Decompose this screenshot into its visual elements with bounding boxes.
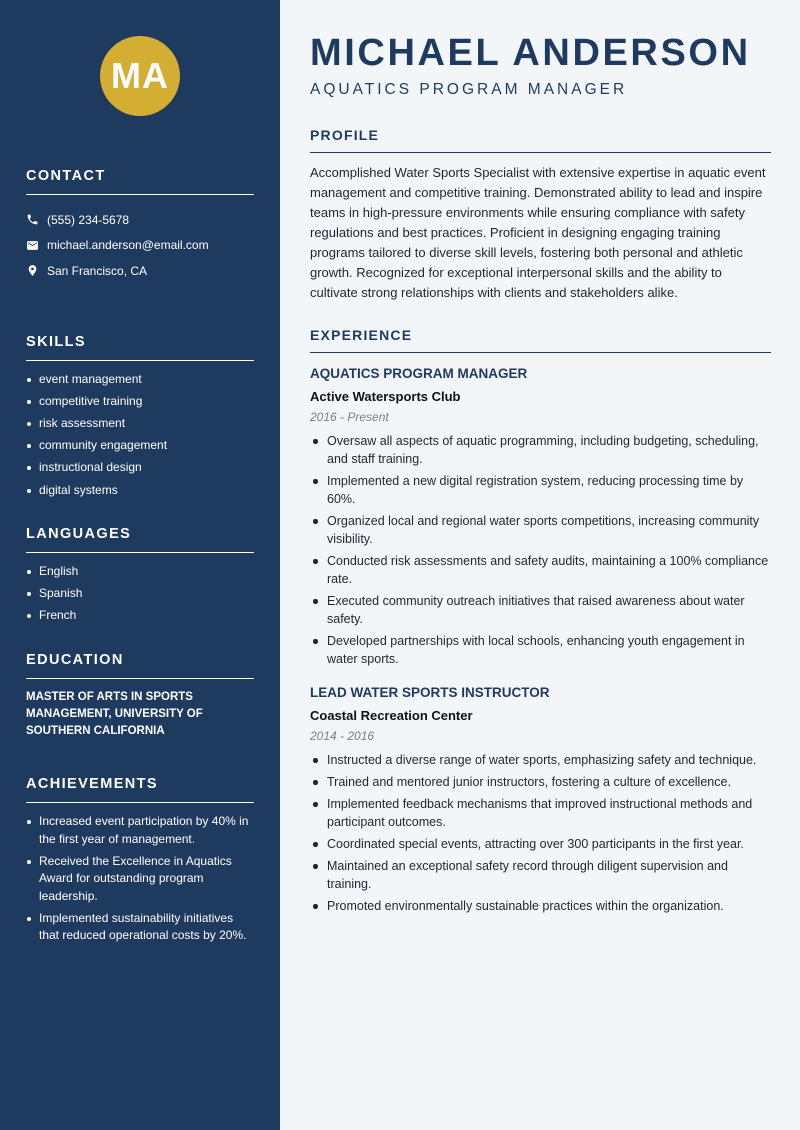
skill-item: competitive training [26, 393, 254, 410]
achievements-heading: ACHIEVEMENTS [26, 776, 254, 803]
contact-location [26, 258, 254, 284]
contact-phone [26, 207, 254, 233]
achievements-section [26, 776, 254, 944]
job-bullet: Developed partnerships with local schools, enhancing youth engagement in water sports. [310, 632, 771, 668]
job-bullet: Oversaw all aspects of aquatic programming, including budgeting, scheduling, and staff training. [310, 432, 771, 468]
language-item: French [26, 607, 254, 624]
phone-icon [26, 213, 39, 226]
experience-section [310, 327, 771, 915]
experience-heading: EXPERIENCE [310, 327, 771, 353]
job-title: AQUATICS PROGRAM MANAGER [310, 366, 528, 381]
avatar-initials: MA [100, 36, 180, 116]
job-company: Coastal Recreation Center [310, 708, 473, 723]
job-bullet: Coordinated special events, attracting over 300 participants in the first year. [310, 835, 771, 853]
contact-email [26, 233, 254, 259]
job-bullet: Implemented a new digital registration system, reducing processing time by 60%. [310, 472, 771, 508]
job-bullet: Organized local and regional water sports competitions, increasing community visibility. [310, 512, 771, 548]
job-company: Active Watersports Club [310, 389, 461, 404]
job-bullet: Promoted environmentally sustainable practices within the organization. [310, 897, 771, 915]
contact-section [26, 168, 254, 284]
job-bullet: Maintained an exceptional safety record through diligent supervision and training. [310, 857, 771, 893]
job-bullets [310, 432, 771, 668]
phone-text: (555) 234-5678 [47, 212, 130, 227]
location-pin-icon [26, 264, 39, 277]
job-entry [310, 365, 771, 668]
candidate-name: MICHAEL ANDERSON [310, 32, 751, 74]
location-text: San Francisco, CA [47, 263, 148, 278]
skill-item: community engagement [26, 437, 254, 454]
skills-heading: SKILLS [26, 334, 254, 361]
job-dates: 2016 - Present [310, 410, 389, 424]
job-bullet: Trained and mentored junior instructors, fostering a culture of excellence. [310, 773, 771, 791]
education-degree: MASTER OF ARTS IN SPORTS MANAGEMENT, UNIVERSITY OF SOUTHERN CALIFORNIA [26, 690, 203, 738]
job-title: LEAD WATER SPORTS INSTRUCTOR [310, 685, 550, 700]
job-dates: 2014 - 2016 [310, 729, 375, 743]
achievement-item: Implemented sustainability initiatives that reduced operational costs by 20%. [26, 910, 254, 945]
skill-item: digital systems [26, 482, 254, 499]
skill-item: event management [26, 371, 254, 388]
education-heading: EDUCATION [26, 652, 254, 679]
achievement-item: Increased event participation by 40% in the first year of management. [26, 813, 254, 848]
profile-heading: PROFILE [310, 127, 771, 153]
job-bullets [310, 751, 771, 915]
sidebar [0, 0, 280, 1130]
job-bullet: Conducted risk assessments and safety audits, maintaining a 100% compliance rate. [310, 552, 771, 588]
languages-list [26, 563, 254, 625]
languages-section [26, 526, 254, 625]
education-section [26, 652, 254, 741]
job-bullet: Executed community outreach initiatives that raised awareness about water safety. [310, 592, 771, 628]
email-text: michael.anderson@email.com [47, 238, 209, 253]
language-item: English [26, 563, 254, 580]
profile-text: Accomplished Water Sports Specialist with extensive expertise in aquatic event management and competitive training. Demonstrated ability to lead and inspire teams in high-pressure environments while ensuring compliance with safety regulations and best practices. Proficient in designing engaging training programs tailored to diverse skill levels, fostering both personal and athletic growth. Recognized for exceptional interpersonal skills and the ability to cultivate strong relationships with clients and stakeholders alike. [310, 165, 766, 300]
skills-section [26, 334, 254, 499]
main-content [280, 0, 800, 1130]
achievement-item: Received the Excellence in Aquatics Award for outstanding program leadership. [26, 853, 254, 905]
contact-list [26, 207, 254, 284]
skill-item: instructional design [26, 459, 254, 476]
job-bullet: Implemented feedback mechanisms that improved instructional methods and participant outcomes. [310, 795, 771, 831]
achievements-list [26, 813, 254, 944]
job-bullet: Instructed a diverse range of water sports, emphasizing safety and technique. [310, 751, 771, 769]
language-item: Spanish [26, 585, 254, 602]
skills-list [26, 371, 254, 499]
skill-item: risk assessment [26, 415, 254, 432]
profile-section [310, 127, 771, 303]
job-entry [310, 684, 771, 915]
email-icon [26, 239, 39, 252]
contact-heading: CONTACT [26, 168, 254, 195]
candidate-role: AQUATICS PROGRAM MANAGER [310, 81, 628, 98]
languages-heading: LANGUAGES [26, 526, 254, 553]
